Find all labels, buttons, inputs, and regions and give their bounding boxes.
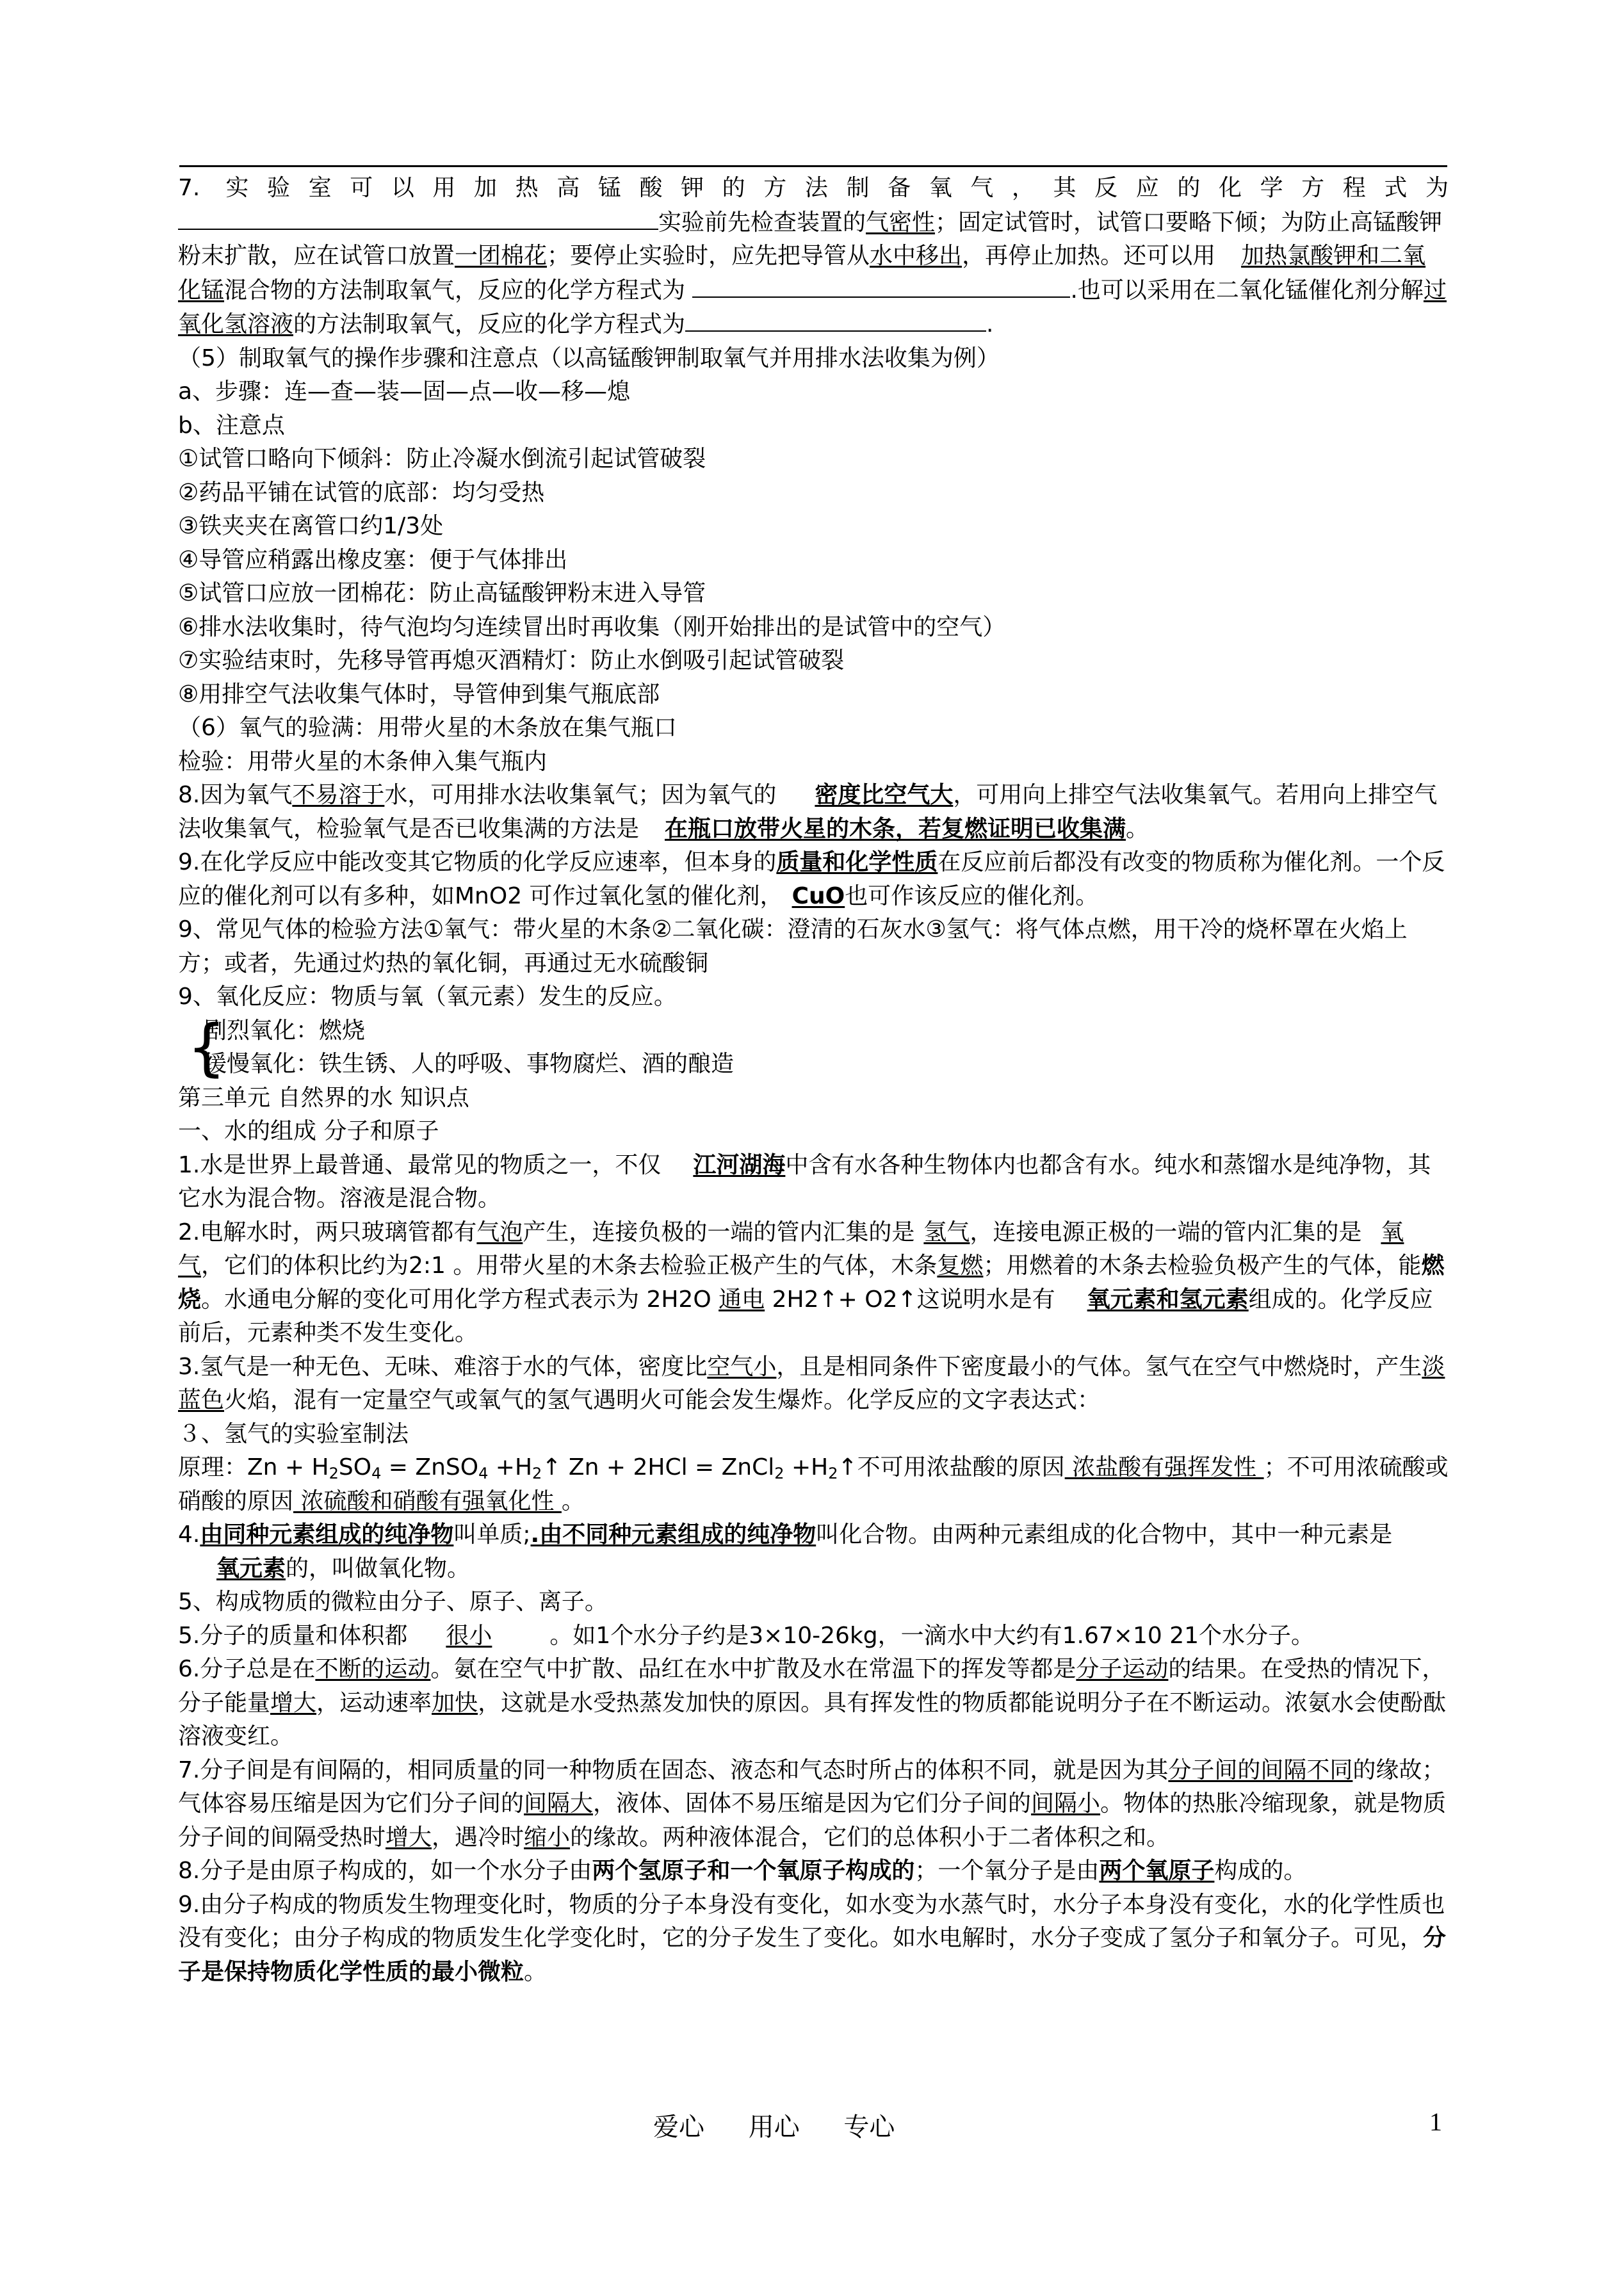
list-item: ④导管应稍露出橡皮塞：便于气体排出 [178,546,568,573]
paragraph-9c: 9、氧化反应：物质与氧（氧元素）发生的反应。 [178,984,677,1010]
page-footer [0,2107,1624,2145]
water-5: 5.分子的质量和体积都 很小 。如1个水分子约是3×10-26kg，一滴水中大约有1.67×10 21个水分子。 [178,1622,1315,1649]
steps-b: b、注意点 [178,412,285,439]
particles-title: 5、构成物质的微粒由分子、原子、离子。 [178,1589,608,1615]
paragraph-7: 7. 实验室可以用加热高锰酸钾的方法制备氧气，其反应的化学方程式为 实验前先检查装置的气密性；固定试管时，试管口要略下倾；为防止高锰酸钾粉末扩散，应在试管口放置一团棉花；要停止实验时，应先把导管从水中移出，再停止加热。还可以用 加热氯酸钾和二氧化锰混合物的方法制取氧气，反应的化学方程式为 .也可以采用在二氧化锰催化剂分解过氧化氢溶液的方法制取氧气，反应的化学方程式为 . [178,175,1449,337]
water-6: 6.分子总是在不断的运动。氨在空气中扩散、品红在水中扩散及水在常温下的挥发等都是分子运动的结果。在受热的情况下，分子能量增大，运动速率加快，这就是水受热蒸发加快的原因。具有挥发性的物质都能说明分子在不断运动。浓氨水会使酚酞溶液变红。 [178,1656,1447,1749]
check-full: （6）氧气的验满：用带火星的木条放在集气瓶口 [178,715,677,741]
water-2: 2.电解水时，两只玻璃管都有气泡产生，连接负极的一端的管内汇集的是 氢气，连接电源正极的一端的管内汇集的是 氧气，它们的体积比约为2:1 。用带火星的木条去检验正极产生的气体，木条复燃；用燃着的木条去检验负极产生的气体，能燃烧。水通电分解的变化可用化学方程式表示为 2H2O 通电 2H2↑+ O2↑这说明水是有 氧元素和氢元素组成的。化学反应前后，元素种类不发生变化。 [178,1219,1445,1346]
footer-motto: 爱心 用心 专心 [653,2113,895,2142]
list-item: ②药品平铺在试管的底部：均匀受热 [178,479,545,506]
water-8: 8.分子是由原子构成的，如一个水分子由两个氢原子和一个氧原子构成的；一个氧分子是由两个氧原子构成的。 [178,1858,1307,1884]
list-item: ⑧用排空气法收集气体时，导管伸到集气瓶底部 [178,681,660,708]
list-item: ⑤试管口应放一团棉花：防止高锰酸钾粉末进入导管 [178,580,706,606]
oxidation-slow: 缓慢氧化：铁生锈、人的呼吸、事物腐烂、酒的酿造 [204,1051,735,1077]
water-3: 3.氢气是一种无色、无味、难溶于水的气体，密度比空气小，且是相同条件下密度最小的气体。氢气在空气中燃烧时，产生淡蓝色火焰，混有一定量空气或氧气的氢气遇明火可能会发生爆炸。化学反应的文字表达式： [178,1353,1445,1413]
page-number: 1 [1429,2107,1442,2136]
oxidation-fast: 剧烈氧化：燃烧 [204,1017,366,1044]
water-1: 1.水是世界上最普通、最常见的物质之一，不仅 江河湖海中含有水各种生物体内也都含有水。纯水和蒸馏水是纯净物，其它水为混合物。溶液是混合物。 [178,1151,1431,1212]
paragraph-9a: 9.在化学反应中能改变其它物质的化学反应速率，但本身的质量和化学性质在反应前后都没有改变的物质称为催化剂。一个反应的催化剂可以有多种，如MnO2 可作过氧化氢的催化剂， CuO也可作该反应的催化剂。 [178,849,1445,909]
document-body [178,172,1449,1989]
hydrogen-principle: 原理：$Zn + H_2SO_4$ = ZnSO$_4$ $+H_2↑$ Zn + 2HCl = ZnCl$_2$ $+H_2↑$不可用浓盐酸的原因 浓盐酸有强挥发性 ；不可用浓硫酸或硝酸的原因 浓硫酸和硝酸有强氧化性 。 [178,1454,1449,1514]
water-9: 9.由分子构成的物质发生物理变化时，物质的分子本身没有变化，如水变为水蒸气时，水分子本身没有变化，水的化学性质也没有变化；由分子构成的物质发生化学变化时，它的分子发生了变化。如水电解时，水分子变成了氢分子和氧分子。可见，分子是保持物质化学性质的最小微粒。 [178,1891,1447,1985]
paragraph-9b: 9、常见气体的检验方法①氧气：带火星的木条②二氧化碳：澄清的石灰水③氢气：将气体点燃，用干冷的烧杯罩在火焰上方；或者，先通过灼热的氧化铜，再通过无水硫酸铜 [178,916,1408,977]
water-7: 7.分子间是有间隔的，相同质量的同一种物质在固态、液态和气态时所占的体积不同，就是因为其分子间的间隔不同的缘故；气体容易压缩是因为它们分子间的间隔大，液体、固体不易压缩是因为它们分子间的间隔小。物体的热胀冷缩现象，就是物质分子间的间隔受热时增大，遇冷时缩小的缘故。两种液体混合，它们的总体积小于二者体积之和。 [178,1756,1447,1851]
steps-title: （5）制取氧气的操作步骤和注意点（以高锰酸钾制取氧气并用排水法收集为例） [178,345,1000,371]
oxidation-group [178,1011,1449,1083]
steps-a: a、步骤：连—查—装—固—点—收—移—熄 [178,378,631,405]
answer-blank [178,206,658,230]
unit-title: 第三单元 自然界的水 知识点 [178,1084,469,1111]
list-item: ⑥排水法收集时，待气泡均匀连续冒出时再收集（刚开始排出的是试管中的空气） [178,613,1006,640]
brace-icon: { [187,1011,227,1083]
list-item: ③铁夹夹在离管口约1/3处 [178,513,444,539]
water-4: 4.由同种元素组成的纯净物叫单质;.由不同种元素组成的纯净物叫化合物。由两种元素组成的化合物中，其中一种元素是氧元素的，叫做氧化物。 [178,1521,1393,1582]
paragraph-8: 8.因为氧气不易溶于水，可用排水法收集氧气；因为氧气的 密度比空气大，可用向上排空气法收集氧气。若用向上排空气法收集氧气，检验氧气是否已收集满的方法是 在瓶口放带火星的木条，若复燃证明已收集满。 [178,782,1438,842]
list-item: ①试管口略向下倾斜：防止冷凝水倒流引起试管破裂 [178,446,706,472]
unit-subtitle: 一、水的组成 分子和原子 [178,1118,439,1144]
answer-blank [685,307,986,332]
list-item: ⑦实验结束时，先移导管再熄灭酒精灯：防止水倒吸引起试管破裂 [178,647,845,674]
answer-blank [692,273,1070,298]
hydrogen-lab-title: ３、氢气的实验室制法 [178,1420,409,1447]
check-test: 检验：用带火星的木条伸入集气瓶内 [178,748,548,775]
header-rule [179,165,1447,167]
